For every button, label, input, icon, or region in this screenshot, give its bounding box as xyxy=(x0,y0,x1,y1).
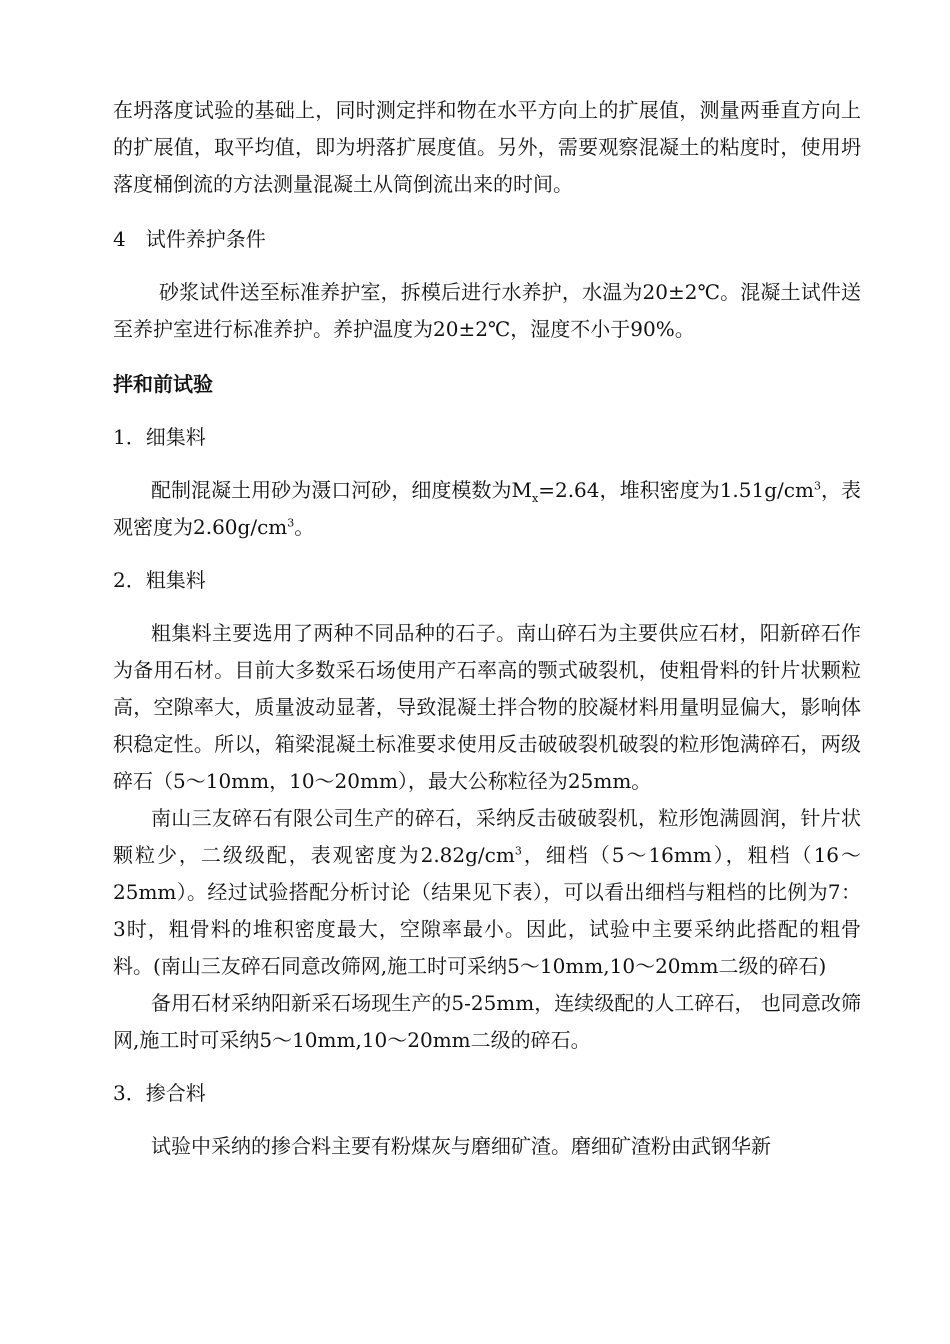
pretest-heading: 拌和前试验 xyxy=(113,372,213,396)
document-page xyxy=(113,92,861,1165)
fine-subscript: x xyxy=(532,492,539,505)
fine-text-2: =2.64，堆积密度为1.51g/cm xyxy=(538,478,814,502)
coarse-paragraph-2 xyxy=(113,800,861,985)
coarse-p2-superscript: 3 xyxy=(514,844,522,858)
fine-aggregate-heading: 1．细集料 xyxy=(113,425,206,449)
fine-superscript-2: 3 xyxy=(287,516,295,530)
curing-paragraph: 砂浆试件送至标准养护室，拆模后进行水养护，水温为20±2℃。混凝土试件送至养护室进行标准养护。养护温度为20±2℃，湿度不小于90%。 xyxy=(113,280,861,341)
admixture-paragraph: 试验中采纳的掺合料主要有粉煤灰与磨细矿渣。磨细矿渣粉由武钢华新 xyxy=(151,1134,771,1158)
fine-aggregate-paragraph xyxy=(113,472,861,546)
fine-text-4: 。 xyxy=(294,515,315,539)
coarse-p2-text-2: ，细档（5～16mm），粗档（16～25mm）。经过试验搭配分析讨论（结果见下表），可以看出细档与粗档的比例为7：3时，粗骨料的堆积密度最大，空隙率最小。因此，试验中主要采纳此搭配的粗骨料。(南山三友碎石同意改筛网,施工时可采纳5～10mm,10～20mm二级的碎石) xyxy=(113,843,861,978)
intro-paragraph: 在坍落度试验的基础上，同时测定拌和物在水平方向上的扩展值，测量两垂直方向上的扩展值，取平均值，即为坍落扩展度值。另外，需要观察混凝土的粘度时，使用坍落度桶倒流的方法测量混凝土从筒倒流出来的时间。 xyxy=(113,98,861,196)
fine-text-3: ，表观密度为2.60g/cm xyxy=(113,478,862,539)
admixture-heading: 3．掺合料 xyxy=(113,1081,206,1105)
fine-text-1: 配制混凝土用砂为滠口河砂，细度模数为M xyxy=(151,478,532,502)
coarse-p2-text-1: 南山三友碎石有限公司生产的碎石，采纳反击破破裂机，粒形饱满圆润，针片状颗粒少，二级级配，表观密度为2.82g/cm xyxy=(113,806,861,867)
coarse-paragraph-1: 粗集料主要选用了两种不同品种的石子。南山碎石为主要供应石材，阳新碎石作为备用石材。目前大多数采石场使用产石率高的颚式破裂机，使粗骨料的针片状颗粒高，空隙率大，质量波动显著，导致混凝土拌合物的胶凝材料用量明显偏大，影响体积稳定性。所以，箱梁混凝土标准要求使用反击破破裂机破裂的粒形饱满碎石，两级碎石（5～10mm，10～20mm），最大公称粒径为25mm。 xyxy=(113,621,861,793)
coarse-paragraph-3: 备用石材采纳阳新采石场现生产的5-25mm，连续级配的人工碎石， 也同意改筛网,施工时可采纳5～10mm,10～20mm二级的碎石。 xyxy=(113,991,861,1052)
coarse-aggregate-heading: 2．粗集料 xyxy=(113,568,206,592)
fine-superscript-1: 3 xyxy=(813,479,821,493)
section-4-heading: 4 试件养护条件 xyxy=(113,227,266,251)
